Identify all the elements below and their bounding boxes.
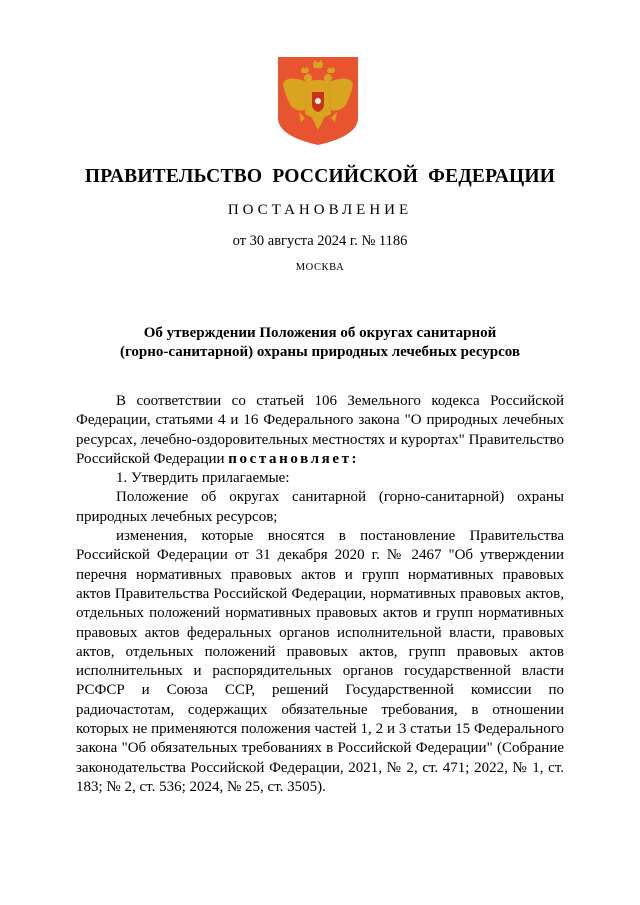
document-subject <box>0 324 640 362</box>
preamble-text: В соответствии со статьей 106 Земельного кодекса Российской Федерации, статьями 4 и 16 Федерального закона "О природных лечебных ресурсах, лечебно-оздоровительных местностях и курортах" Правительство Российской Федерации <box>76 393 564 467</box>
subject-line-2: (горно-санитарной) охраны природных лечебных ресурсов <box>119 344 521 360</box>
paragraph-preamble <box>76 392 564 469</box>
paragraph-regulation: Положение об округах санитарной (горно-санитарной) охраны природных лечебных ресурсов; <box>76 489 564 525</box>
subject-line-1: Об утверждении Положения об округах санитарной <box>143 325 497 341</box>
decree-word: постановляет: <box>228 450 360 467</box>
paragraph-item-1: 1. Утвердить прилагаемые: <box>116 470 290 487</box>
document-type: ПОСТАНОВЛЕНИЕ <box>227 202 413 218</box>
document-city: МОСКВА <box>295 262 345 273</box>
coat-of-arms-icon <box>277 56 359 146</box>
government-title: ПРАВИТЕЛЬСТВО РОССИЙСКОЙ ФЕДЕРАЦИИ <box>84 166 556 187</box>
document-date-number: от 30 августа 2024 г. № 1186 <box>232 233 408 249</box>
paragraph-amendments: изменения, которые вносятся в постановление Правительства Российской Федерации от 31 декабря 2020 г. № 2467 "Об утверждении перечня нормативных правовых актов и групп нормативных правовых актов Правительства Российской Федерации, нормативных правовых актов, отдельных положений нормативных правовых актов и групп нормативных правовых актов федеральных органов исполнительной власти, правовых актов, отдельных положений правовых актов, групп правовых актов исполнительных и распорядительных органов государственной власти РСФСР и Союза ССР, решений Государственной комиссии по радиочастотам, содержащих обязательные требования, в отношении которых не применяются положения частей 1, 2 и 3 статьи 15 Федерального закона "Об обязательных требованиях в Российской Федерации" (Собрание законодательства Российской Федерации, 2021, № 2, ст. 471; 2022, № 1, ст. 183; № 2, ст. 536; 2024, № 25, ст. 3505). <box>76 528 564 795</box>
document-body <box>76 392 564 797</box>
